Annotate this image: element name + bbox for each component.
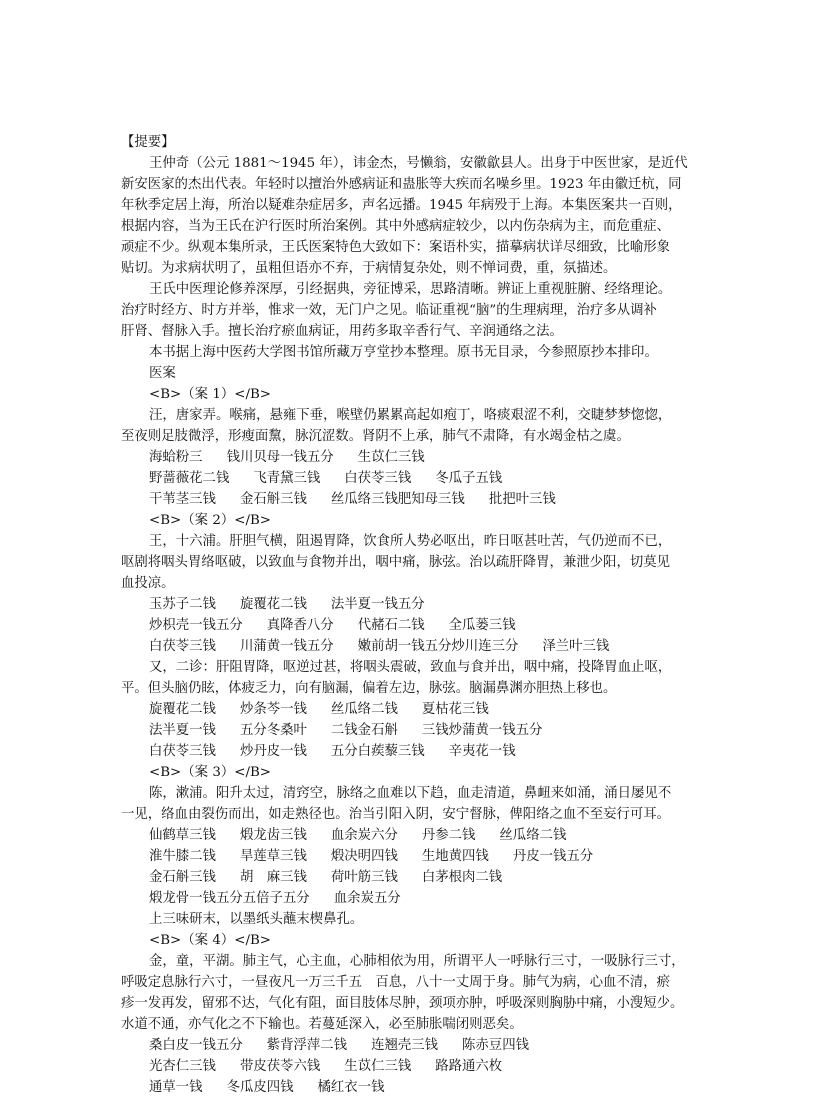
herb-row bbox=[121, 489, 701, 510]
herb-item: 三钱炒蒲黄一钱五分 bbox=[421, 723, 543, 738]
herb-item: 白茯苓三钱 bbox=[344, 471, 412, 486]
herb-item: 丹皮一钱五分 bbox=[512, 849, 594, 864]
text-line: 贴切。为求病状明了，虽粗但语亦不弃，于病情复杂处，则不惮词费，重，氛描述。 bbox=[121, 261, 617, 276]
text-line: 顽症不少。纵观本集所录，王氏医案特色大致如下：案语朴实，描摹病状详尽细致，比喻形象 bbox=[121, 240, 671, 255]
case-text-line: 血投凉。 bbox=[121, 576, 175, 591]
herb-item: 生苡仁三钱 bbox=[344, 1059, 412, 1074]
case-text-line: 疹一发再发，留邪不达，气化有阻，面目肢体尽肿，颈项亦肿，呼吸深则胸胁中痛，小溲短少。 bbox=[121, 996, 684, 1011]
herb-item: 仙鹤草三钱 bbox=[149, 828, 216, 843]
herb-item: 通草一钱 bbox=[149, 1080, 203, 1095]
text-line: 新安医家的杰出代表。年轻时以擅治外感病证和蛊胀等大疾而名噪乡里。1923 年由徽迁杭，同 bbox=[121, 177, 682, 192]
text-line: 治疗时经方、时方并举，惟求一效，无门户之见。临证重视“脑”的生理病理，治疗多从调补 bbox=[121, 303, 657, 318]
text-line: 根据内容，当为王氏在沪行医时所治案例。其中外感病症较少，以内伤杂病为主，而危重症、 bbox=[121, 219, 671, 234]
herb-item: 二钱金石斛 bbox=[330, 723, 398, 738]
case-text-line: 一见，络血由裂伤而出，如走熟径也。治当引阳入阴，安宁督脉，俾阳络之血不至妄行可耳。 bbox=[121, 807, 671, 822]
herb-item: 荷叶筋三钱 bbox=[330, 870, 398, 885]
herb-item: 金石斛三钱 bbox=[149, 870, 216, 885]
herb-item: 辛夷花一钱 bbox=[448, 744, 516, 759]
herb-item: 淮牛膝二钱 bbox=[149, 849, 216, 864]
case-text-line: 至夜则足肢微浮，形瘦面黧，脉沉涩数。肾阴不上承，肺气不肃降，有水竭金枯之虞。 bbox=[121, 429, 630, 444]
herb-item: 紫背浮萍二钱 bbox=[266, 1038, 348, 1053]
herb-item: 代赭石二钱 bbox=[357, 618, 425, 633]
herb-item: 五分白蒺藜三钱 bbox=[330, 744, 425, 759]
herb-item: 干苇茎三钱 bbox=[149, 492, 216, 507]
herb-item: 法半夏一钱五分 bbox=[330, 597, 425, 612]
summary-paragraph-1 bbox=[121, 153, 701, 279]
herb-row bbox=[121, 741, 701, 762]
herb-item: 冬瓜皮四钱 bbox=[226, 1080, 294, 1095]
herb-item: 丝瓜络二钱 bbox=[499, 828, 567, 843]
section-title: 医案 bbox=[149, 366, 176, 381]
herb-item: 生地黄四钱 bbox=[421, 849, 489, 864]
herb-item: 桑白皮一钱五分 bbox=[149, 1038, 243, 1053]
herb-item: 煅龙齿三钱 bbox=[239, 828, 307, 843]
case-tag: <B>（案 2）</B> bbox=[149, 513, 272, 528]
herb-row bbox=[121, 447, 701, 468]
case-tag: <B>（案 4）</B> bbox=[149, 933, 272, 948]
case-text-line: 呕剧将咽头胃络呕破，以致血与食物并出，咽中痛，脉弦。治以疏肝降胃，兼泄少阳，切莫见 bbox=[121, 555, 671, 570]
herb-row bbox=[121, 1077, 701, 1098]
herb-item: 钱川贝母一钱五分 bbox=[226, 450, 334, 465]
herb-row bbox=[121, 867, 701, 888]
herb-item: 陈赤豆四钱 bbox=[462, 1038, 529, 1053]
herb-row bbox=[121, 1056, 701, 1077]
herb-item: 泽兰叶三钱 bbox=[542, 639, 610, 654]
herb-item: 法半夏一钱 bbox=[149, 723, 216, 738]
summary-heading: 【提要】 bbox=[121, 135, 175, 150]
herb-item: 血余炭六分 bbox=[330, 828, 398, 843]
herb-row bbox=[121, 594, 701, 615]
herb-item: 真降香八分 bbox=[266, 618, 334, 633]
text-line: 肝肾、督脉入手。擅长治疗瘀血病证，用药多取辛香行气、辛润通络之法。 bbox=[121, 324, 563, 339]
case-text-line: 水道不通，亦气化之不下输也。若蔓延深入，必至肺胀喘闭则恶矣。 bbox=[121, 1017, 523, 1032]
herb-item: 冬瓜子五钱 bbox=[435, 471, 503, 486]
herb-item: 嫩前胡一钱五分炒川连三分 bbox=[357, 639, 519, 654]
herb-item: 光杏仁三钱 bbox=[149, 1059, 216, 1074]
herb-item: 白茯苓三钱 bbox=[149, 744, 216, 759]
herb-row bbox=[121, 636, 701, 657]
herb-row bbox=[121, 468, 701, 489]
herb-item: 带皮茯苓六钱 bbox=[239, 1059, 321, 1074]
herb-item: 路路通六枚 bbox=[435, 1059, 503, 1074]
herb-row bbox=[121, 846, 701, 867]
herb-item: 炒丹皮一钱 bbox=[239, 744, 307, 759]
herb-item: 海蛤粉三 bbox=[149, 450, 203, 465]
herb-row bbox=[121, 720, 701, 741]
herb-item: 五分冬桑叶 bbox=[239, 723, 307, 738]
herb-item: 全瓜蒌三钱 bbox=[448, 618, 516, 633]
herb-item: 橘红衣一钱 bbox=[317, 1080, 385, 1095]
herb-item: 煅龙骨一钱五分五倍子五分 bbox=[149, 891, 310, 906]
herb-item: 旋覆花二钱 bbox=[149, 702, 216, 717]
herb-row bbox=[121, 825, 701, 846]
herb-item: 野蔷薇花二钱 bbox=[149, 471, 230, 486]
herb-item: 丹参二钱 bbox=[421, 828, 476, 843]
followup-text-line: 平。但头脑仍眩，体疲乏力，向有脑漏，偏着左边，脉弦。脑漏鼻渊亦胆热上移也。 bbox=[121, 681, 617, 696]
herb-item: 白茯苓三钱 bbox=[149, 639, 216, 654]
herb-item: 旱莲草三钱 bbox=[239, 849, 307, 864]
case-text-line: 金，童，平湖。肺主气，心主血，心肺相依为用，所谓平人一呼脉行三寸，一吸脉行三寸， bbox=[149, 954, 685, 969]
case-tag: <B>（案 3）</B> bbox=[149, 765, 272, 780]
herb-item: 连翘壳三钱 bbox=[371, 1038, 439, 1053]
text-line: 王氏中医理论修养深厚，引经据典，旁征博采，思路清晰。辨证上重视脏腑、经络理论。 bbox=[149, 282, 672, 297]
text-line: 年秋季定居上海，所治以疑难杂症居多，声名远播。1945 年病殁于上海。本集医案共一百则， bbox=[121, 198, 682, 213]
herb-item: 川蒲黄一钱五分 bbox=[239, 639, 334, 654]
herb-row bbox=[121, 1035, 701, 1056]
herb-item: 金石斛三钱 bbox=[239, 492, 307, 507]
herb-item: 煅决明四钱 bbox=[330, 849, 398, 864]
herb-item: 炒枳壳一钱五分 bbox=[149, 618, 243, 633]
herb-item: 批把叶三钱 bbox=[488, 492, 556, 507]
case-tag: <B>（案 1）</B> bbox=[149, 387, 272, 402]
document-body bbox=[121, 132, 701, 1098]
herb-item: 旋覆花二钱 bbox=[239, 597, 307, 612]
herb-item: 生苡仁三钱 bbox=[357, 450, 425, 465]
herb-item: 炒条芩一钱 bbox=[239, 702, 307, 717]
case-text-line: 呼吸定息脉行六寸，一昼夜凡一万三千五 百息，八十一丈周于身。肺气为病，心血不清，瘀 bbox=[121, 975, 671, 990]
herb-item: 飞青黛三钱 bbox=[253, 471, 321, 486]
case-note: 上三味研末，以墨纸头蘸末楔鼻孔。 bbox=[149, 912, 364, 927]
herb-item: 丝瓜络二钱 bbox=[330, 702, 398, 717]
herb-item: 玉苏子二钱 bbox=[149, 597, 216, 612]
text-line: 王仲奇（公元 1881～1945 年），讳金杰，号懒翁，安徽歙县人。出身于中医世家，是近代 bbox=[149, 156, 688, 171]
case-text-line: 汪，唐家弄。喉痛，悬雍下垂，喉壁仍累累高起如疱丁，咯痰艰涩不利，交睫梦梦惚惚， bbox=[149, 408, 672, 423]
herb-item: 夏枯花三钱 bbox=[421, 702, 489, 717]
herb-item: 丝瓜络三钱肥知母三钱 bbox=[330, 492, 465, 507]
herb-item: 白茅根肉二钱 bbox=[421, 870, 503, 885]
case-text-line: 王，十六浦。肝胆气横，阻遏胃降，饮食所人势必呕出，昨日呕甚吐苦，气仍逆而不已， bbox=[149, 534, 672, 549]
herb-item: 胡 麻三钱 bbox=[239, 870, 307, 885]
herb-row bbox=[121, 699, 701, 720]
herb-row bbox=[121, 888, 701, 909]
summary-paragraph-2 bbox=[121, 279, 701, 342]
followup-text-line: 又，二诊：肝阻胃降，呕逆过甚，将咽头震破，致血与食并出，咽中痛，投降胃血止呕， bbox=[149, 660, 672, 675]
case-text-line: 陈，漱浦。阳升太过，清窍空，脉络之血难以下趋，血走清道，鼻衄来如涌，涌日屡见不 bbox=[149, 786, 672, 801]
herb-item: 血余炭五分 bbox=[333, 891, 401, 906]
herb-row bbox=[121, 615, 701, 636]
summary-paragraph-3: 本书据上海中医药大学图书馆所藏万亨堂抄本整理。原书无目录，今参照原抄本排印。 bbox=[149, 345, 658, 360]
